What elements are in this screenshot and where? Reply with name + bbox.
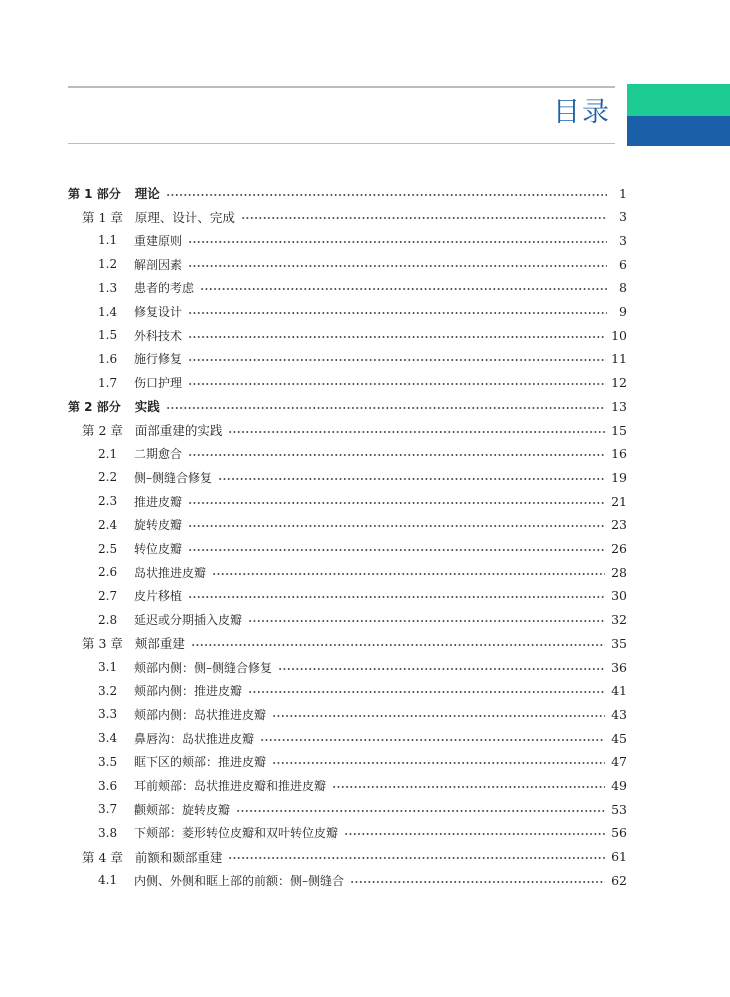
toc-dot-leader <box>188 241 607 243</box>
toc-entry-title: 颊部内侧：岛状推进皮瓣 <box>134 707 267 722</box>
toc-entry-title: 下颊部：菱形转位皮瓣和双叶转位皮瓣 <box>134 826 339 841</box>
toc-entry-section[interactable] <box>98 513 627 537</box>
toc-entry-section[interactable] <box>98 726 627 750</box>
toc-entry-part[interactable] <box>68 181 627 205</box>
toc-entry-number: 2.2 <box>98 470 118 485</box>
toc-entry-title: 伤口护理 <box>134 376 183 391</box>
toc-entry-section[interactable] <box>98 252 627 276</box>
toc-entry-number: 第 4 章 <box>82 849 123 865</box>
toc-entry-title: 耳前颊部：岛状推进皮瓣和推进皮瓣 <box>134 779 327 793</box>
toc-entry-section[interactable] <box>98 797 627 821</box>
toc-entry-title: 岛状推进皮瓣 <box>134 565 207 580</box>
toc-entry-number: 2.7 <box>98 588 118 603</box>
toc-entry-title: 内侧、外侧和眶上部的前额：侧–侧缝合 <box>134 873 345 888</box>
toc-entry-title: 修复设计 <box>134 305 183 319</box>
toc-entry-page-number: 41 <box>611 683 627 699</box>
toc-entry-number: 2.1 <box>98 446 118 461</box>
page-title: 目录 <box>553 97 611 128</box>
toc-entry-page-number: 13 <box>611 398 627 414</box>
toc-entry-number: 第 1 部分 <box>68 186 121 201</box>
toc-entry-title: 旋转皮瓣 <box>134 518 183 533</box>
toc-dot-leader <box>248 620 605 622</box>
toc-dot-leader <box>191 644 605 646</box>
toc-dot-leader <box>241 217 607 219</box>
toc-entry-title: 解剖因素 <box>134 257 183 272</box>
toc-dot-leader <box>188 359 605 361</box>
toc-entry-title: 颊部内侧：推进皮瓣 <box>134 684 243 699</box>
toc-dot-leader <box>188 265 607 267</box>
toc-entry-page-number: 45 <box>611 730 627 746</box>
toc-entry-page-number: 3 <box>619 232 627 248</box>
toc-entry-title: 原理、设计、完成 <box>134 209 235 225</box>
toc-entry-section[interactable] <box>98 300 627 324</box>
toc-entry-number: 3.4 <box>98 731 118 746</box>
toc-entry-title: 二期愈合 <box>134 447 183 462</box>
toc-entry-number: 1.2 <box>98 257 118 272</box>
toc-entry-section[interactable] <box>98 489 627 513</box>
toc-entry-section[interactable] <box>98 584 627 608</box>
toc-dot-leader <box>188 336 605 338</box>
header-bottom-rule <box>68 143 615 144</box>
toc-entry-page-number: 36 <box>611 659 627 675</box>
toc-entry-number: 3.1 <box>98 660 118 674</box>
toc-entry-page-number: 61 <box>611 849 627 865</box>
toc-entry-number: 2.4 <box>98 517 118 532</box>
toc-dot-leader <box>166 407 605 409</box>
toc-entry-section[interactable] <box>98 560 627 584</box>
toc-entry-title: 面部重建的实践 <box>134 423 223 438</box>
toc-entry-title: 前额和颞部重建 <box>134 849 223 865</box>
toc-entry-section[interactable] <box>98 347 627 371</box>
toc-entry-title: 颊部重建 <box>134 636 185 652</box>
toc-dot-leader <box>188 454 605 456</box>
toc-entry-number: 3.2 <box>98 683 118 698</box>
toc-entry-page-number: 3 <box>619 209 627 225</box>
toc-entry-chapter[interactable] <box>82 631 627 655</box>
toc-entry-page-number: 11 <box>611 351 627 367</box>
toc-entry-section[interactable] <box>98 371 627 395</box>
toc-entry-number: 3.3 <box>98 707 118 722</box>
toc-entry-number: 1.1 <box>98 233 118 248</box>
toc-entry-number: 第 1 章 <box>82 209 123 225</box>
toc-entry-number: 第 3 章 <box>82 636 123 652</box>
toc-dot-leader <box>278 668 605 670</box>
toc-entry-number: 2.6 <box>98 565 118 580</box>
toc-entry-page-number: 15 <box>611 422 627 438</box>
toc-entry-section[interactable] <box>98 821 627 845</box>
toc-entry-number: 2.3 <box>98 494 118 509</box>
toc-dot-leader <box>228 857 605 859</box>
toc-entry-title: 皮片移植 <box>134 589 183 604</box>
toc-dot-leader <box>188 596 605 598</box>
toc-entry-page-number: 21 <box>611 493 627 509</box>
toc-dot-leader <box>212 573 605 575</box>
toc-entry-chapter[interactable] <box>82 845 627 869</box>
toc-dot-leader <box>332 786 605 788</box>
toc-dot-leader <box>188 383 605 385</box>
toc-entry-section[interactable] <box>98 702 627 726</box>
toc-entry-page-number: 35 <box>611 635 627 651</box>
toc-entry-page-number: 8 <box>619 280 627 296</box>
toc-entry-title: 理论 <box>134 186 160 201</box>
header-accent-blue <box>627 116 730 146</box>
toc-entry-page-number: 26 <box>611 541 627 556</box>
toc-entry-section[interactable] <box>98 774 627 798</box>
toc-entry-section[interactable] <box>98 537 627 561</box>
toc-entry-title: 施行修复 <box>134 352 183 367</box>
toc-entry-page-number: 12 <box>611 375 627 391</box>
toc-entry-section[interactable] <box>98 655 627 679</box>
toc-entry-part[interactable] <box>68 394 627 418</box>
header-top-rule <box>68 86 615 88</box>
toc-entry-number: 1.5 <box>98 328 118 343</box>
toc-dot-leader <box>166 194 607 196</box>
toc-entry-section[interactable] <box>98 276 627 300</box>
toc-entry-page-number: 23 <box>611 517 627 533</box>
toc-dot-leader <box>188 549 605 551</box>
toc-entry-page-number: 53 <box>611 801 627 817</box>
toc-entry-section[interactable] <box>98 750 627 774</box>
toc-entry-page-number: 43 <box>611 706 627 722</box>
toc-entry-chapter[interactable] <box>82 205 627 229</box>
toc-entry-page-number: 10 <box>611 327 627 343</box>
toc-entry-page-number: 62 <box>611 872 627 888</box>
toc-entry-title: 延迟或分期插入皮瓣 <box>134 613 243 628</box>
toc-entry-page-number: 19 <box>611 469 627 485</box>
toc-dot-leader <box>200 288 607 290</box>
toc-entry-number: 2.8 <box>98 612 118 627</box>
toc-dot-leader <box>228 431 605 433</box>
toc-entry-number: 1.4 <box>98 304 118 319</box>
toc-dot-leader <box>272 715 605 717</box>
toc-dot-leader <box>218 478 605 480</box>
toc-entry-page-number: 56 <box>611 825 627 841</box>
toc-entry-title: 颊部内侧：侧–侧缝合修复 <box>134 660 273 675</box>
toc-dot-leader <box>188 502 605 504</box>
toc-entry-section[interactable] <box>98 868 627 892</box>
toc-entry-title: 实践 <box>134 399 160 415</box>
toc-entry-title: 眶下区的颊部：推进皮瓣 <box>134 755 267 770</box>
toc-dot-leader <box>236 810 605 812</box>
toc-entry-page-number: 30 <box>611 588 627 604</box>
toc-entry-page-number: 47 <box>611 754 627 770</box>
header-accent-green <box>627 84 730 116</box>
toc-dot-leader <box>272 762 605 764</box>
toc-entry-number: 1.3 <box>98 280 118 295</box>
toc-entry-number: 1.7 <box>98 375 118 390</box>
toc-dot-leader <box>248 691 605 693</box>
toc-dot-leader <box>260 739 605 741</box>
toc-entry-section[interactable] <box>98 228 627 252</box>
toc-entry-page-number: 32 <box>611 612 627 628</box>
toc-entry-number: 第 2 章 <box>82 423 123 438</box>
toc-entry-title: 颧颊部：旋转皮瓣 <box>134 802 231 817</box>
toc-entry-number: 第 2 部分 <box>68 399 121 414</box>
toc-entry-title: 外科技术 <box>134 328 183 343</box>
toc-entry-title: 推进皮瓣 <box>134 494 183 509</box>
toc-entry-page-number: 49 <box>611 778 627 793</box>
toc-entry-number: 3.7 <box>98 802 118 817</box>
toc-entry-page-number: 28 <box>611 564 627 580</box>
toc-entry-number: 4.1 <box>98 873 118 888</box>
toc-dot-leader <box>344 833 605 835</box>
toc-entry-page-number: 6 <box>619 256 627 272</box>
toc-entry-title: 侧–侧缝合修复 <box>134 470 213 485</box>
toc-entry-page-number: 1 <box>619 185 627 201</box>
toc-entry-page-number: 16 <box>611 446 627 462</box>
toc-entry-section[interactable] <box>98 323 627 347</box>
toc-entry-section[interactable] <box>98 442 627 466</box>
toc-entry-section[interactable] <box>98 608 627 632</box>
toc-entry-number: 2.5 <box>98 541 118 556</box>
toc-entry-number: 1.6 <box>98 351 118 366</box>
toc-entry-page-number: 9 <box>619 304 627 319</box>
toc-entry-number: 3.8 <box>98 825 118 840</box>
toc-entry-number: 3.5 <box>98 754 118 769</box>
toc-entry-title: 患者的考虑 <box>134 281 195 296</box>
toc-entry-title: 转位皮瓣 <box>134 542 183 556</box>
toc-entry-number: 3.6 <box>98 778 118 793</box>
toc-entry-section[interactable] <box>98 465 627 489</box>
toc-entry-title: 鼻唇沟：岛状推进皮瓣 <box>134 731 255 746</box>
toc-entry-title: 重建原则 <box>134 233 183 248</box>
toc-dot-leader <box>188 312 607 314</box>
toc-entry-chapter[interactable] <box>82 418 627 442</box>
toc-dot-leader <box>350 881 605 883</box>
toc-entry-section[interactable] <box>98 679 627 703</box>
toc-dot-leader <box>188 525 605 527</box>
